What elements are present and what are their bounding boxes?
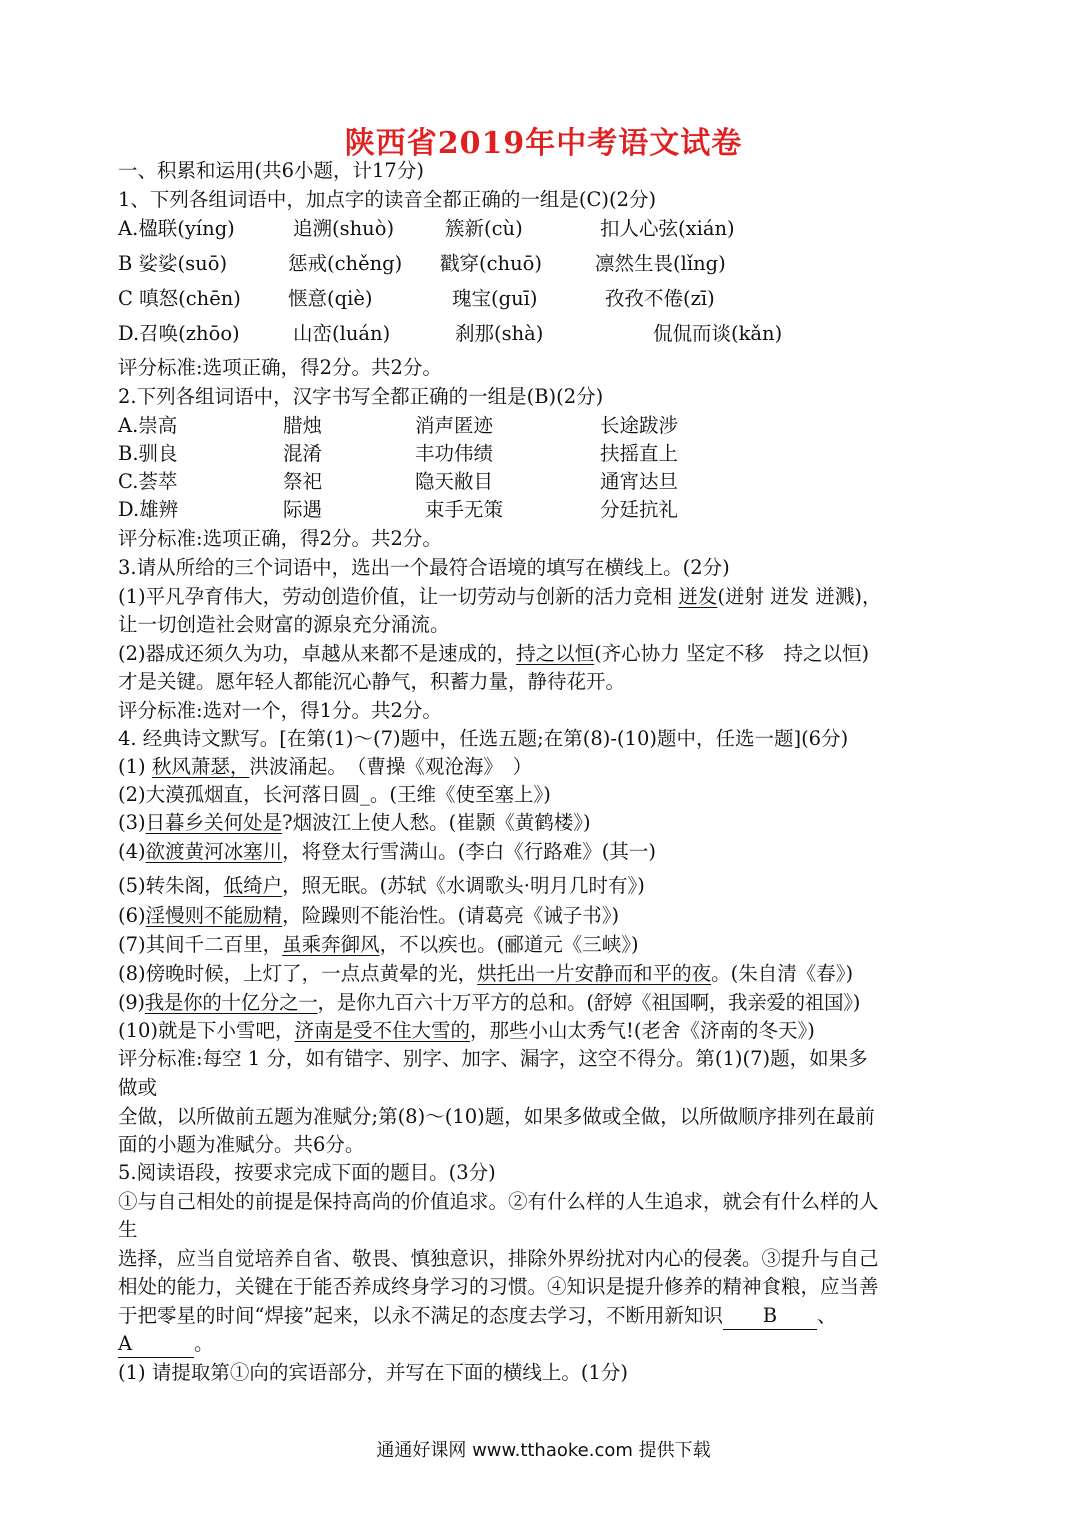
q1-score: 评分标准:选项正确，得2分。共2分。 [118, 356, 442, 379]
q2-option-cell: 分廷抗礼 [600, 498, 679, 521]
q1-option-cell: C 嗔怒(chēn) [118, 287, 241, 310]
q3-sentence-1-cont: 让一切创造社会财富的源泉充分涌流。 [118, 613, 450, 636]
q1-option-cell: 刹那(shà) [455, 322, 544, 345]
q5-blank-a: A [118, 1331, 194, 1358]
page-title: 陕西省2019年中考语文试卷 [344, 126, 743, 161]
q4-score-line: 评分标准:每空 1 分，如有错字、别字、加字、漏字，这空不得分。第(1)(7)题，如果多 [118, 1047, 868, 1070]
q2-option-cell: 丰功伟绩 [415, 442, 494, 465]
section-heading: 一、积累和运用(共6小题，计17分) [118, 159, 424, 182]
q4-answer: 虽乘奔御风 [282, 933, 380, 956]
q1-option-cell: 孜孜不倦(zī) [605, 287, 715, 310]
q4-item: (1) 秋风萧瑟，洪波涌起。 （曹操《观沧海》 ） [118, 755, 533, 778]
q3-sentence-2-cont: 才是关键。愿年轻人都能沉心静气，积蓄力量，静待花开。 [118, 670, 626, 693]
q4-score-line: 面的小题为准赋分。共6分。 [118, 1133, 365, 1156]
q1-option-cell: D.召唤(zhōo) [118, 322, 240, 345]
q4-score-line: 全做，以所做前五题为准赋分;第(8)～(10)题，如果多做或全做，以所做顺序排列在最前 [118, 1105, 875, 1128]
q1-option-cell: B 娑娑(suō) [118, 252, 228, 275]
q4-answer: 低绮户 [223, 874, 283, 897]
q3-answer-1: 迸发 [678, 585, 718, 608]
q3-sentence-1: (1)平凡孕育伟大，劳动创造价值，让一切劳动与创新的活力竞相 迸发(迸射 迸发 迸溅)， [118, 585, 882, 608]
q5-passage-line: 选择，应当自觉培养自省、敬畏、慎独意识，排除外界纷扰对内心的侵袭。③提升与自己 [118, 1247, 879, 1270]
q5-passage-line: 于把零星的时间“焊接”起来，以永不满足的态度去学习，不断用新知识 B 、 [118, 1303, 836, 1330]
q4-answer: 我是你的十亿分之一 [144, 991, 318, 1014]
q4-item: (7)其间千二百里，虽乘奔御风，不以疾也。(郦道元《三峡》) [118, 933, 639, 956]
q1-option-cell: 凛然生畏(lǐng) [595, 252, 726, 275]
q1-option-cell: 惩戒(chěng) [288, 252, 403, 275]
q5-passage-line: ①与自己相处的前提是保持高尚的价值追求。②有什么样的人生追求，就会有什么样的人 [118, 1190, 879, 1213]
q2-option-cell: 腊烛 [283, 414, 323, 437]
q1-option-cell: 簇新(cù) [445, 217, 523, 240]
q4-item: (3)日暮乡关何处是?烟波江上使人愁。(崔颢《黄鹤楼》) [118, 811, 591, 834]
q1-option-cell: 侃侃而谈(kǎn) [653, 322, 783, 345]
q1-option-cell: 山峦(luán) [293, 322, 391, 345]
q4-item: (9)我是你的十亿分之一，是你九百六十万平方的总和。(舒婷《祖国啊，我亲爱的祖国》) [118, 991, 861, 1014]
q2-option-cell: 束手无策 [425, 498, 504, 521]
q4-stem: 4. 经典诗文默写。[在第(1)～(7)题中，任选五题;在第(8)-(10)题中，任选一题](6分) [118, 727, 849, 750]
q2-score: 评分标准:选项正确，得2分。共2分。 [118, 527, 442, 550]
q5-passage-line: 生 [118, 1218, 138, 1241]
q3-answer-2: 持之以恒 [516, 642, 595, 665]
q5-passage-line: A 。 [118, 1331, 214, 1358]
q4-answer: 秋风萧瑟， [151, 755, 250, 778]
q2-option-cell: 隐天敝目 [415, 470, 494, 493]
q5-passage-line: 相处的能力，关键在于能否养成终身学习的习惯。④知识是提升修养的精神食粮，应当善 [118, 1275, 879, 1298]
q1-stem: 1、下列各组词语中，加点字的读音全都正确的一组是(C)(2分) [118, 188, 657, 211]
q2-option-cell: 祭祀 [283, 470, 323, 493]
q4-answer: 济南是受不住大雪的 [294, 1019, 471, 1042]
q2-option-cell: A.崇高 [118, 414, 178, 437]
q2-stem: 2.下列各组词语中，汉字书写全都正确的一组是(B)(2分) [118, 385, 604, 408]
q4-score-line: 做或 [118, 1076, 158, 1099]
q1-option-cell: 追溯(shuò) [293, 217, 395, 240]
q2-option-cell: 扶摇直上 [600, 442, 679, 465]
q4-item: (4)欲渡黄河冰塞川，将登太行雪满山。(李白《行路难》(其一) [118, 840, 656, 863]
q3-sentence-2: (2)器成还须久为功，卓越从来都不是速成的，持之以恒(齐心协力 坚定不移 持之以恒) [118, 642, 870, 665]
q3-stem: 3.请从所给的三个词语中，选出一个最符合语境的填写在横线上。(2分) [118, 556, 730, 579]
q2-option-cell: 消声匿迹 [415, 414, 494, 437]
q2-option-cell: 际遇 [283, 498, 323, 521]
q4-answer: 日暮乡关何处是 [145, 811, 283, 834]
page-footer: 通通好课网 www.tthaoke.com 提供下载 [376, 1440, 711, 1461]
q3-score: 评分标准:选对一个，得1分。共2分。 [118, 699, 442, 722]
q1-option-cell: 戳穿(chuō) [440, 252, 542, 275]
q4-item: (2)大漠孤烟直，长河落日圆_。(王维《使至塞上》) [118, 783, 551, 806]
q1-option-cell: 扣人心弦(xián) [600, 217, 735, 240]
q5-sub-question: (1) 请提取第①向的宾语部分，并写在下面的横线上。(1分) [118, 1361, 628, 1384]
q5-blank-b: B [723, 1303, 817, 1330]
q1-option-cell: A.楹联(yíng) [118, 217, 235, 240]
q1-option-cell: 瑰宝(guī) [452, 287, 538, 310]
q4-item: (10)就是下小雪吧，济南是受不住大雪的，那些小山太秀气!(老舍《济南的冬天》) [118, 1019, 815, 1042]
q4-item: (6)淫慢则不能励精，险躁则不能治性。(请葛亮《诫子书》) [118, 904, 620, 927]
q2-option-cell: 混淆 [283, 442, 323, 465]
q2-option-cell: C.荟萃 [118, 470, 178, 493]
q2-option-cell: 长途跋涉 [600, 414, 679, 437]
q2-option-cell: D.雄辨 [118, 498, 179, 521]
q1-option-cell: 惬意(qiè) [288, 287, 373, 310]
q4-answer: 欲渡黄河冰塞川 [145, 840, 283, 863]
q4-answer: 烘托出一片安静而和平的夜 [477, 962, 712, 985]
q4-answer: 淫慢则不能励精 [145, 904, 283, 927]
q4-item: (8)傍晚时候，上灯了，一点点黄晕的光，烘托出一片安静而和平的夜。(朱自清《春》) [118, 962, 854, 985]
q5-stem: 5.阅读语段，按要求完成下面的题目。(3分) [118, 1161, 496, 1184]
q2-option-cell: B.驯良 [118, 442, 178, 465]
q4-item: (5)转朱阁，低绮户，照无眠。(苏轼《水调歌头·明月几时有》) [118, 874, 645, 897]
q2-option-cell: 通宵达旦 [600, 470, 679, 493]
